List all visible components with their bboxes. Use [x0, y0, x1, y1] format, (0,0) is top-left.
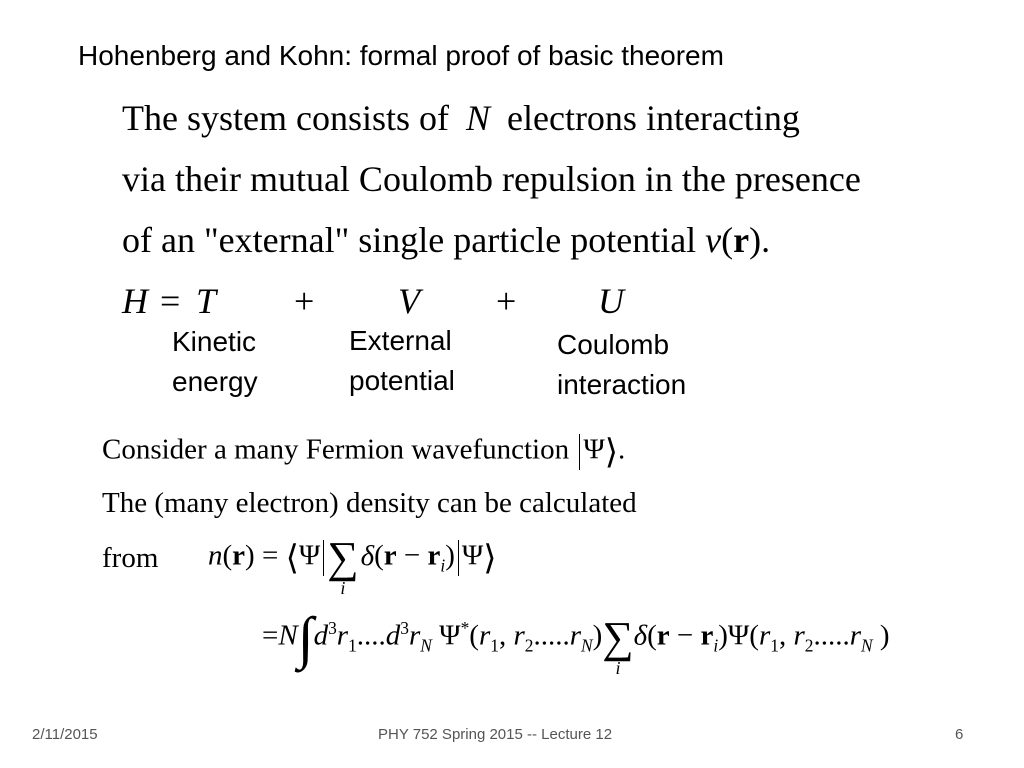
label-coulomb-2: interaction	[557, 369, 687, 400]
period: .	[618, 433, 626, 466]
position-vector: r	[733, 220, 750, 260]
summation-index: i	[340, 578, 346, 598]
label-kinetic-1: Kinetic	[172, 326, 257, 357]
label-coulomb-1: Coulomb	[557, 329, 670, 360]
footer-course: PHY 752 Spring 2015 -- Lecture 12	[378, 726, 613, 743]
footer-date: 2/11/2015	[32, 726, 98, 743]
label-external-2: potential	[349, 365, 455, 396]
hamiltonian-h: H	[122, 281, 148, 321]
summation-index-2: i	[615, 658, 621, 678]
intro-line-3-text: of an "external" single particle potential	[122, 220, 697, 260]
intro-line-2: via their mutual Coulomb repulsion in the presence	[122, 159, 861, 199]
psi-symbol: Ψ	[583, 433, 605, 466]
intro-line-3-end: ).	[749, 220, 771, 260]
hamiltonian-t: T	[196, 281, 217, 321]
integral-symbol: ∫	[297, 605, 314, 670]
open-paren: (	[721, 220, 734, 260]
label-external-1: External	[349, 325, 452, 356]
consider-text: Consider a many Fermion wavefunction	[102, 433, 570, 466]
summation-symbol-2: ∑ i	[602, 613, 634, 678]
label-coulomb-interaction	[557, 325, 686, 405]
intro-line-1	[122, 97, 800, 139]
density-formula: n(r) = ⟨Ψ ∑ i $\delta(r - r_i)$ Ψ⟩	[208, 533, 497, 598]
footer-page-number: 6	[955, 726, 964, 743]
right-angle-bracket: ⟩	[604, 434, 619, 471]
label-kinetic-energy	[172, 322, 258, 402]
intro-line-3	[122, 219, 770, 261]
integral-formula: $=N\int d^3r_1....d^3r_N$ $\Psi^*(r_1$, $r_2.....r_N$) ∑ i $\delta(r - r_i)\Psi(r_1$, $r_2.....r_N$ )	[262, 605, 890, 678]
summation-symbol: ∑ i	[327, 533, 359, 598]
n-variable: N	[465, 98, 490, 138]
consider-line	[102, 432, 625, 472]
hamiltonian-u: U	[598, 281, 624, 321]
hamiltonian-plus-2: +	[496, 281, 517, 321]
intro-line-1-end: electrons interacting	[507, 98, 800, 138]
hamiltonian-plus-1: +	[294, 281, 315, 321]
potential-function: v	[705, 220, 722, 260]
label-kinetic-2: energy	[172, 366, 258, 397]
hamiltonian-equals: =	[160, 281, 181, 321]
slide-title: Hohenberg and Kohn: formal proof of basic theorem	[78, 40, 724, 71]
intro-line-1-text: The system consists of	[122, 98, 449, 138]
density-line: The (many electron) density can be calculated	[102, 487, 637, 519]
hamiltonian-v: V	[398, 281, 420, 321]
label-external-potential	[349, 321, 455, 401]
from-label: from	[102, 542, 159, 574]
ket-bar	[579, 434, 580, 470]
